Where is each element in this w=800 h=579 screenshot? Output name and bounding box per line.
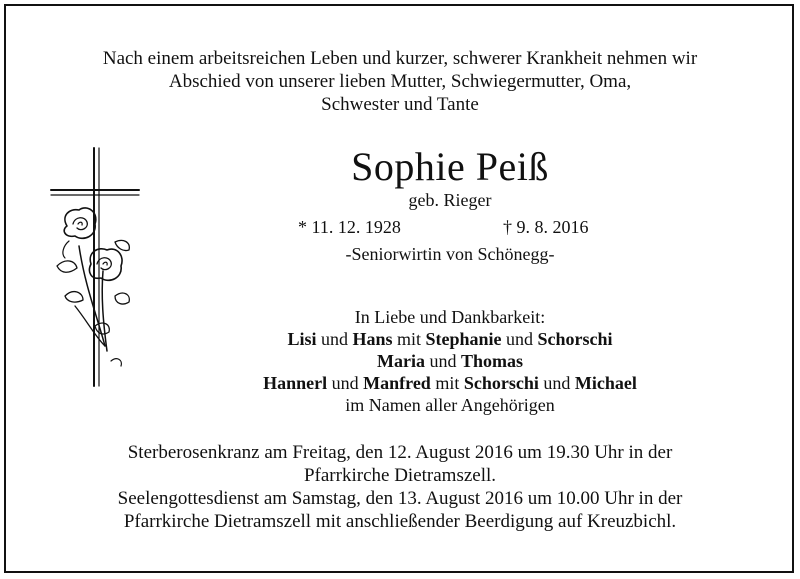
mourner-name: Schorschi: [463, 373, 539, 393]
birth-name: geb. Rieger: [408, 190, 492, 210]
mourners-line: [200, 372, 700, 394]
service-line: Sterberosenkranz am Freitag, den 12. August 2016 um 19.30 Uhr in der: [127, 442, 673, 463]
mourner-name: Stephanie: [425, 329, 502, 349]
mourner-name: Manfred: [363, 373, 431, 393]
mourners-line: [200, 350, 700, 372]
intro-line: Nach einem arbeitsreichen Leben und kurzer, schwerer Krankheit nehmen wir: [102, 48, 698, 69]
connector-word: und: [327, 373, 364, 393]
connector-word: mit: [430, 373, 464, 393]
cross-with-roses-icon: [45, 146, 145, 391]
mourner-name: Maria: [377, 351, 425, 371]
mourners-heading: In Liebe und Dankbarkeit:: [354, 307, 546, 327]
mourner-name: Michael: [574, 373, 637, 393]
mourner-name: Lisi: [287, 329, 317, 349]
mourners-block: [200, 306, 700, 416]
intro-line: Abschied von unserer lieben Mutter, Schwiegermutter, Oma,: [168, 71, 632, 92]
connector-word: mit: [392, 329, 426, 349]
intro-text: [0, 47, 800, 116]
death-date: † 9. 8. 2016: [503, 217, 589, 237]
deceased-name: Sophie Peiß: [351, 144, 549, 189]
birth-date: * 11. 12. 1928: [298, 217, 401, 237]
connector-word: und: [538, 373, 575, 393]
connector-word: und: [316, 329, 353, 349]
connector-word: und: [424, 351, 461, 371]
mourner-name: Hans: [352, 329, 393, 349]
mourner-name: Schorschi: [537, 329, 613, 349]
intro-line: Schwester und Tante: [321, 94, 479, 115]
mourner-name: Hannerl: [263, 373, 328, 393]
service-line: Pfarrkirche Dietramszell.: [303, 465, 497, 486]
mourners-closing: im Namen aller Angehörigen: [345, 395, 555, 415]
mourners-line: [200, 328, 700, 350]
service-details: [0, 441, 800, 533]
service-line: Seelengottesdienst am Samstag, den 13. August 2016 um 10.00 Uhr in der: [117, 488, 683, 509]
mourner-name: Thomas: [460, 351, 523, 371]
deceased-role: -Seniorwirtin von Schönegg-: [345, 244, 555, 264]
connector-word: und: [501, 329, 538, 349]
service-line: Pfarrkirche Dietramszell mit anschließender Beerdigung auf Kreuzbichl.: [123, 511, 677, 532]
